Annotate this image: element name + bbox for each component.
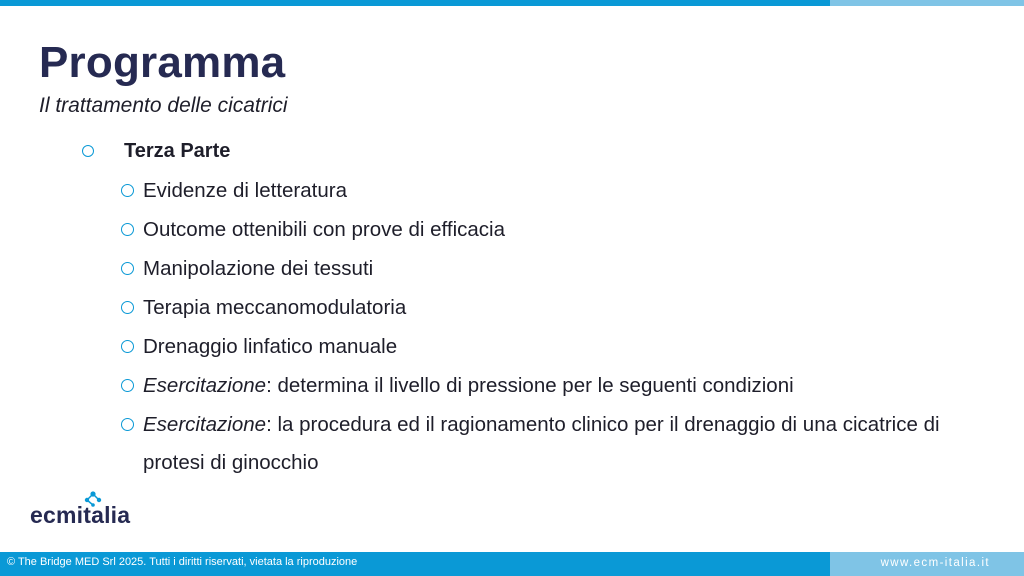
list-item — [121, 216, 981, 243]
list-item-text — [143, 406, 981, 482]
list-item — [121, 411, 981, 482]
list-item-emphasis: Esercitazione — [143, 413, 267, 436]
list-item-text: Terapia meccanomodulatoria — [143, 296, 407, 319]
circle-bullet-icon — [121, 223, 134, 236]
circle-bullet-icon — [121, 262, 134, 275]
footer-url: www.ecm-italia.it — [880, 557, 990, 569]
footer-bar — [0, 552, 1024, 576]
ecmitalia-logo — [30, 490, 170, 530]
circle-bullet-icon — [121, 418, 134, 431]
circle-bullet-icon — [121, 379, 134, 392]
list-item — [121, 372, 981, 399]
slide-subtitle: Il trattamento delle cicatrici — [39, 94, 288, 117]
section-label: Terza Parte — [124, 139, 231, 162]
list-item-text: Outcome ottenibili con prove di efficacia — [143, 218, 505, 241]
list-item — [121, 255, 981, 282]
circle-bullet-icon — [121, 301, 134, 314]
list-item-text: Evidenze di letteratura — [143, 179, 347, 202]
list-item-text: Drenaggio linfatico manuale — [143, 335, 398, 358]
list-item-emphasis: Esercitazione — [143, 374, 267, 397]
logo-wordmark: ecmitalia — [30, 502, 131, 528]
list-item-rest: : determina il livello di pressione per le seguenti condizioni — [266, 374, 794, 397]
list-item-text: Manipolazione dei tessuti — [143, 257, 374, 280]
slide-title: Programma — [39, 38, 286, 87]
circle-bullet-icon — [82, 145, 94, 157]
list-item-text — [143, 372, 794, 399]
program-list — [121, 177, 981, 494]
circle-bullet-icon — [121, 340, 134, 353]
top-accent-bar-main — [0, 0, 830, 6]
circle-bullet-icon — [121, 184, 134, 197]
list-item — [121, 294, 981, 321]
list-item — [121, 333, 981, 360]
footer-right-band — [830, 552, 1024, 576]
top-accent-bar-end — [830, 0, 1024, 6]
top-accent-bar — [0, 0, 1024, 6]
section-heading — [82, 138, 230, 164]
footer-left-band — [0, 552, 830, 576]
list-item — [121, 177, 981, 204]
footer-copyright: © The Bridge MED Srl 2025. Tutti i diritti riservati, vietata la riproduzione — [7, 556, 358, 568]
list-item-rest: : la procedura ed il ragionamento clinico per il drenaggio di una cicatrice di protesi di ginocchio — [143, 413, 940, 474]
